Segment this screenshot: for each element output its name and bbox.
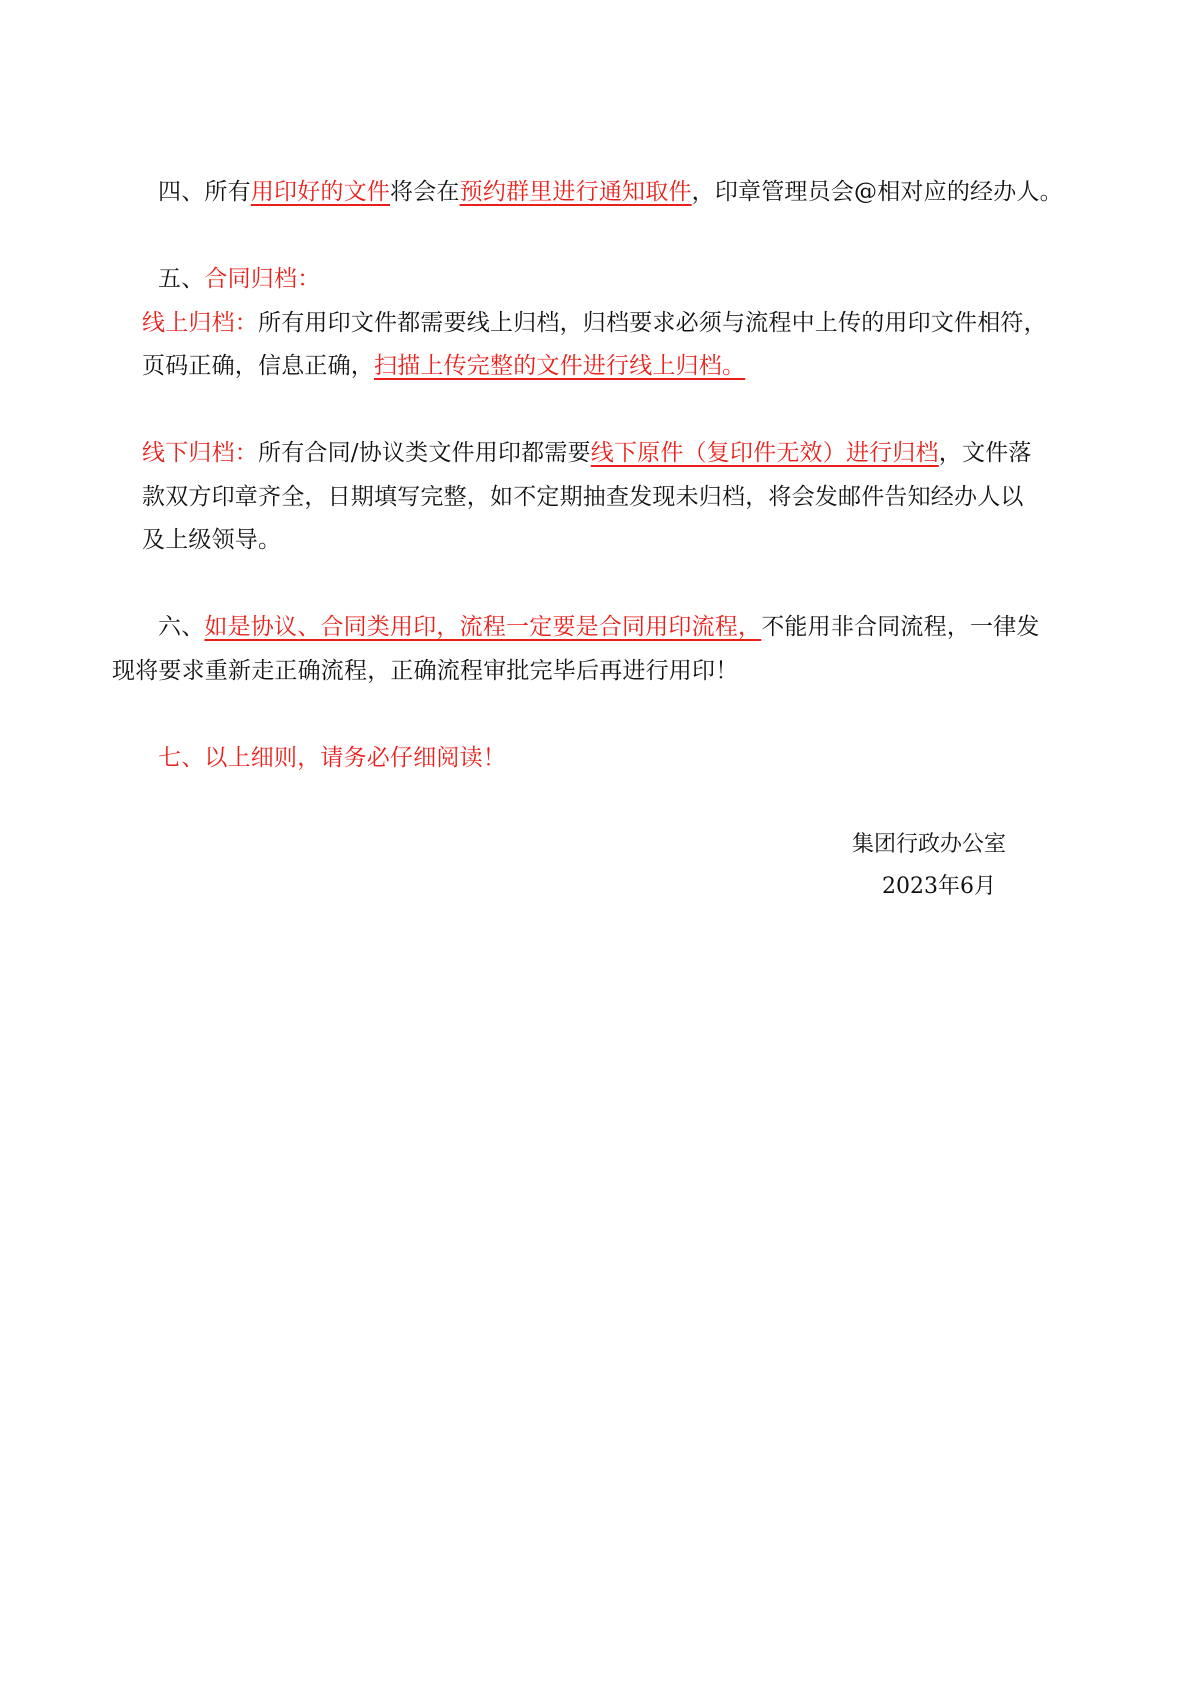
section-4-highlight-stamped-files: 用印好的文件 <box>250 179 391 205</box>
section-4-paragraph <box>158 176 1063 208</box>
section-5-title: 合同归档： <box>204 266 321 292</box>
offline-archive-text-3: 及上级领导。 <box>142 527 282 553</box>
section-4-suffix: ，印章管理员会@相对应的经办人。 <box>691 179 1063 205</box>
section-7-notice <box>158 742 506 774</box>
online-archive-text-2: 页码正确，信息正确， <box>142 353 374 379</box>
online-archive-line-1 <box>142 307 1047 339</box>
signature-date-text: 2023年6月 <box>882 874 996 899</box>
section-4-prefix: 四、所有 <box>158 179 251 205</box>
section-4-highlight-group-notice: 预约群里进行通知取件 <box>459 179 692 205</box>
section-6-line-2 <box>112 655 738 687</box>
section-6-highlight: 如是协议、合同类用印，流程一定要是合同用印流程， <box>204 614 762 640</box>
offline-archive-label: 线下归档： <box>142 440 258 466</box>
signature-org <box>852 830 1006 860</box>
signature-date <box>882 872 996 902</box>
section-7-text: 七、以上细则，请务必仔细阅读！ <box>158 745 506 771</box>
section-6-text-2: 现将要求重新走正确流程，正确流程审批完毕后再进行用印！ <box>112 658 739 684</box>
section-6-number: 六、 <box>158 614 205 640</box>
online-archive-highlight: 扫描上传完整的文件进行线上归档。 <box>374 353 746 379</box>
section-4-mid: 将会在 <box>390 179 460 205</box>
offline-archive-line-3 <box>142 524 281 556</box>
offline-archive-line-1 <box>142 437 1032 469</box>
online-archive-label: 线上归档： <box>142 310 258 336</box>
section-6-line-1 <box>158 611 1040 643</box>
section-5-heading <box>158 263 320 295</box>
online-archive-line-2 <box>142 350 745 382</box>
offline-archive-text-1: 所有合同/协议类文件用印都需要 <box>258 440 591 466</box>
offline-archive-text-2: 款双方印章齐全，日期填写完整，如不定期抽查发现未归档，将会发邮件告知经办人以 <box>142 484 1024 510</box>
section-5-number: 五、 <box>158 266 205 292</box>
section-6-suffix: 不能用非合同流程，一律发 <box>761 614 1040 640</box>
online-archive-text-1: 所有用印文件都需要线上归档，归档要求必须与流程中上传的用印文件相符， <box>258 310 1047 336</box>
offline-archive-line-2 <box>142 481 1024 513</box>
offline-archive-suffix: ，文件落 <box>938 440 1032 466</box>
signature-org-text: 集团行政办公室 <box>852 832 1007 857</box>
offline-archive-highlight: 线下原件（复印件无效）进行归档 <box>590 440 939 466</box>
